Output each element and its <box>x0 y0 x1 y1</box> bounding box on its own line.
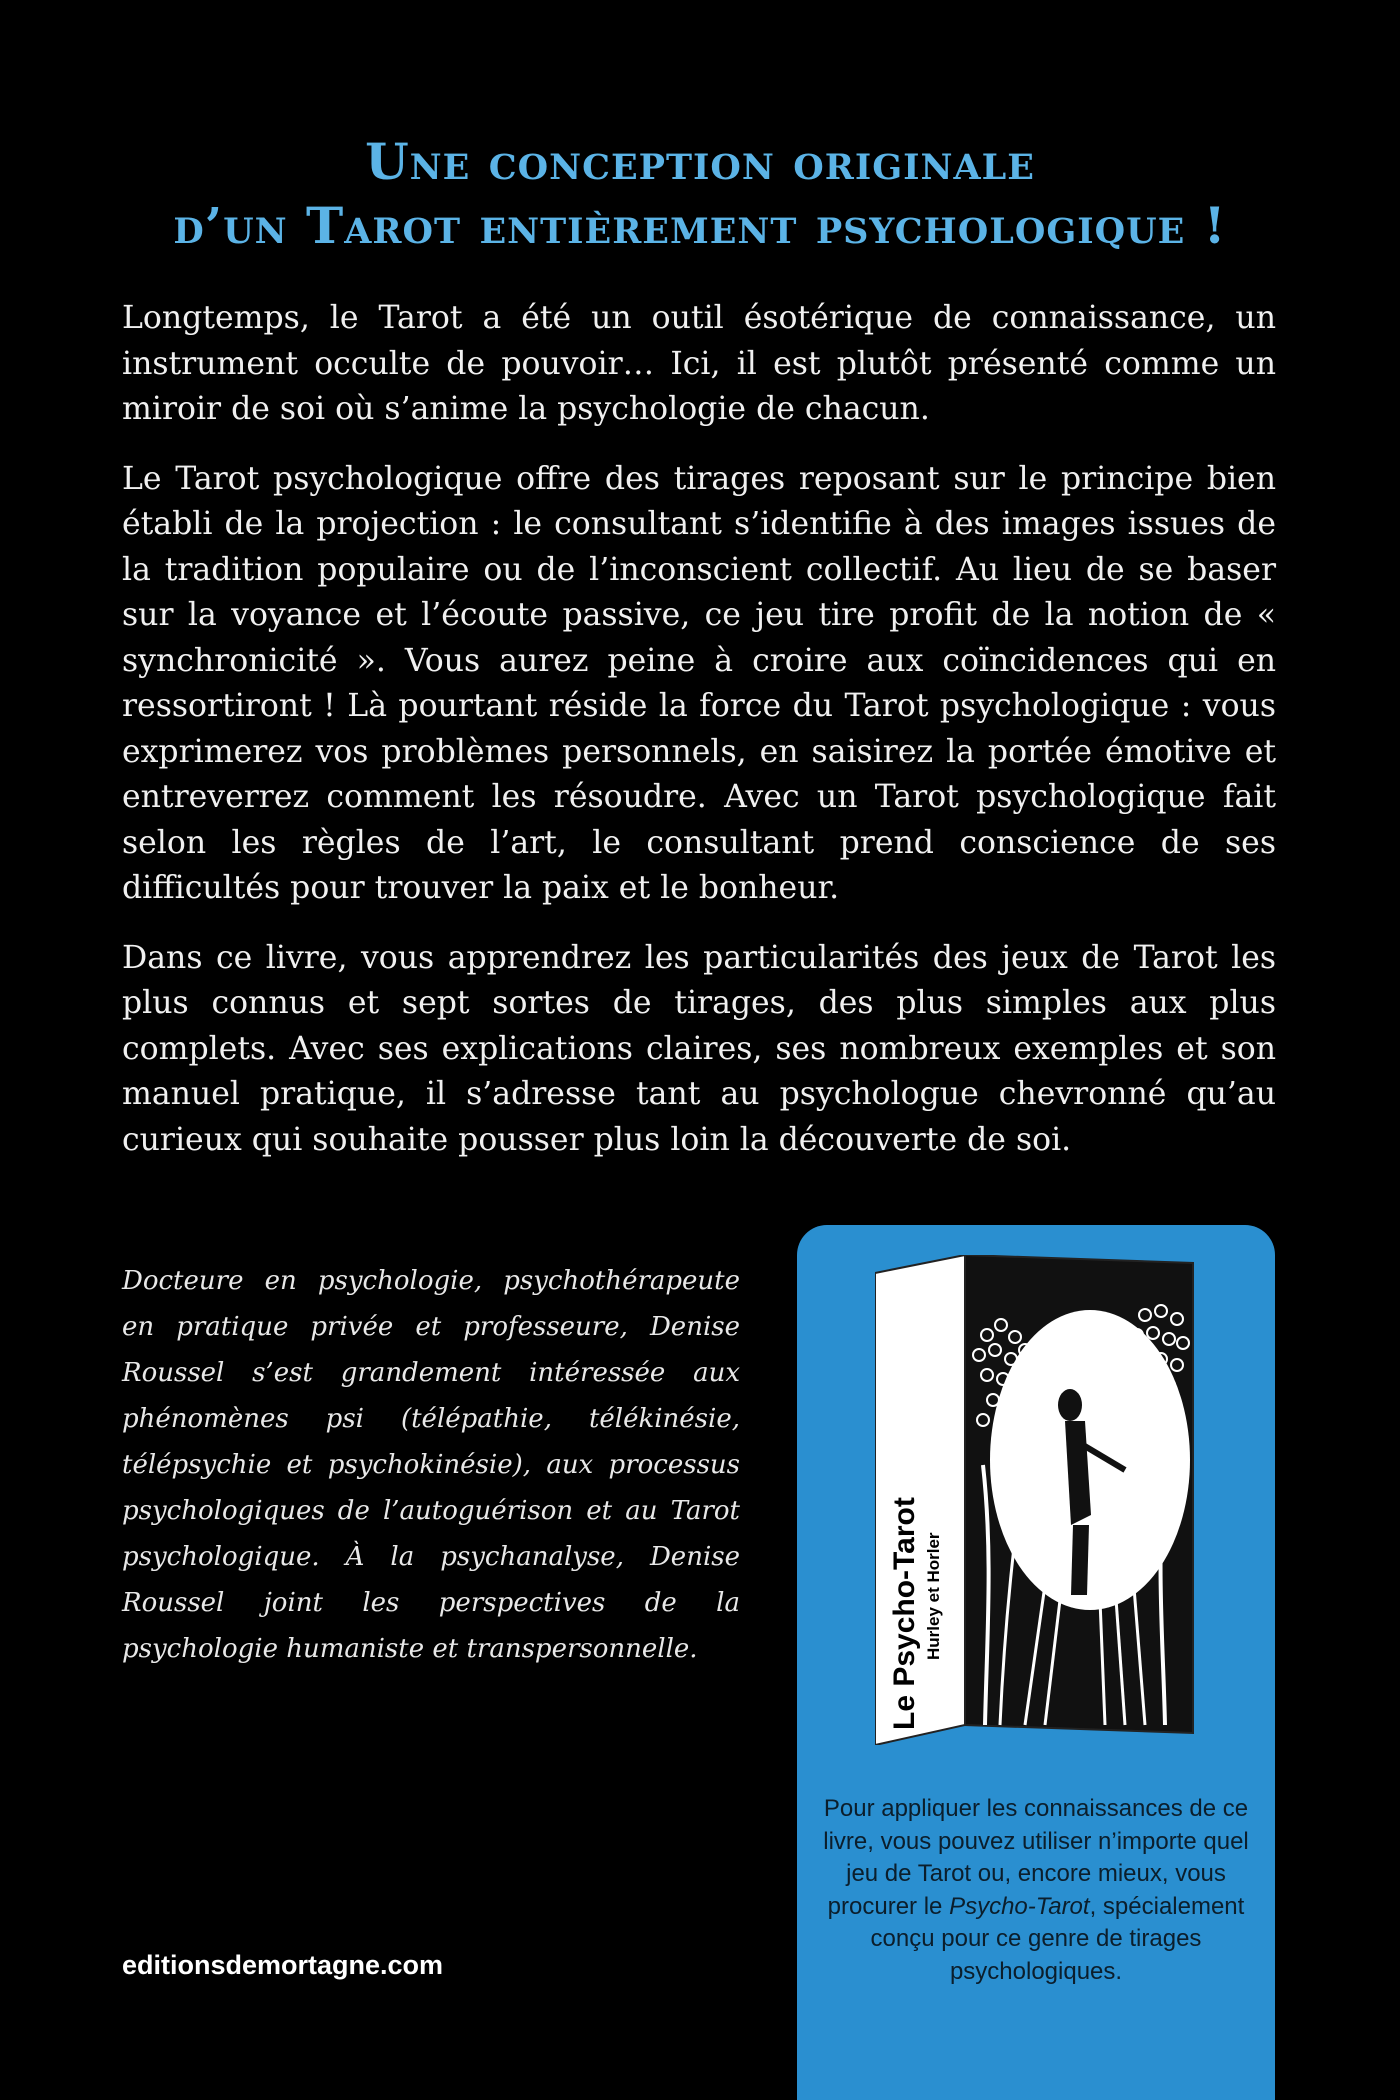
promo-panel <box>797 1225 1275 2100</box>
promo-text-product-name: Psycho-Tarot <box>949 1892 1090 1920</box>
description-paragraph-1: Longtemps, le Tarot a été un outil ésotérique de connaissance, un instrument occulte de pouvoir… Ici, il est plutôt présenté comme un miroir de soi où s’anime la psychologie de chacun. <box>122 300 1276 427</box>
card-box-subtitle: Hurley et Horler <box>924 1532 943 1660</box>
headline-line-2: d’un Tarot entièrement psychologique ! <box>173 196 1227 255</box>
headline <box>0 130 1400 258</box>
headline-line-1: Une conception originale <box>365 132 1035 191</box>
description-paragraph-3: Dans ce livre, vous apprendrez les particularités des jeux de Tarot les plus connus et sept sortes de tirages, des plus simples aux plus complets. Avec ses explications claires, ses nombreux exemples et son manuel pratique, il s’adresse tant au psychologue chevronné qu’au curieux qui souhaite pousser plus loin la découverte de soi. <box>122 939 1276 1158</box>
card-box-label <box>880 1335 955 1735</box>
publisher-website[interactable]: editionsdemortagne.com <box>122 1950 444 1980</box>
description <box>122 296 1276 1187</box>
promo-text <box>817 1793 1255 1988</box>
promo-text-part-2: , spécialement conçu pour ce genre de tirages psychologiques. <box>870 1892 1245 1985</box>
card-box-title: Le Psycho-Tarot <box>888 1497 921 1730</box>
author-bio: Docteure en psychologie, psychothérapeute en pratique privée et professeure, Denise Roussel s’est grandement intéressée aux phénomènes psi (télépathie, télékinésie, télépsychie et psychokinésie), aux processus psychologiques de l’autoguérison et au Tarot psychologique. À la psychanalyse, Denise Roussel joint les perspectives de la psychologie humaniste et transpersonnelle. <box>122 1266 740 1664</box>
promo-text-part-1: Pour appliquer les connaissances de ce livre, vous pouvez utiliser n’importe quel jeu de Tarot ou, encore mieux, vous procurer le <box>823 1795 1249 1920</box>
description-paragraph-2: Le Tarot psychologique offre des tirages reposant sur le principe bien établi de la projection : le consultant s’identifie à des images issues de la tradition populaire ou de l’inconscient collectif. Au lieu de se baser sur la voyance et l’écoute passive, ce jeu tire profit de la notion de « synchronicité ». Vous aurez peine à croire aux coïncidences qui en ressortiront ! Là pourtant réside la force du Tarot psychologique : vous exprimerez vos problèmes personnels, en saisirez la portée émotive et entreverrez comment les résoudre. Avec un Tarot psychologique fait selon les règles de l’art, le consultant prend conscience de ses difficultés pour trouver la paix et le bonheur. <box>122 460 1276 906</box>
card-box-image <box>875 1255 1195 1745</box>
